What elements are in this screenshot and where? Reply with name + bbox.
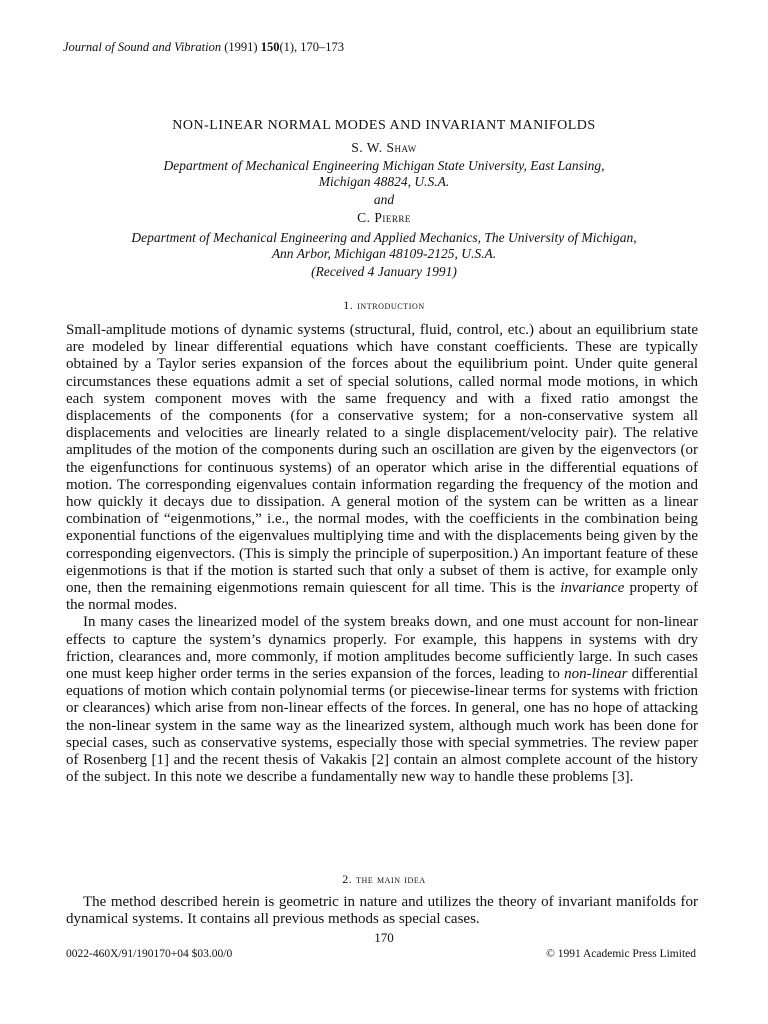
copyright-notice: © 1991 Academic Press Limited <box>546 948 696 960</box>
and-separator: and <box>373 192 395 207</box>
received-date: (Received 4 January 1991) <box>311 264 457 279</box>
paragraph-2 <box>66 614 698 786</box>
author-affiliation-1-line1: Department of Mechanical Engineering Michigan State University, East Lansing, <box>163 158 605 173</box>
paragraph-3: The method described herein is geometric in nature and utilizes the theory of invariant manifolds for dynamical systems. It contains all previous methods as special cases. <box>66 894 698 928</box>
invariance-term: invariance <box>560 580 625 597</box>
journal-volume: 150 <box>260 40 280 54</box>
non-linear-term: non-linear <box>564 666 628 683</box>
issn-code: 0022-460X/91/190170+04 $03.00/0 <box>66 948 233 960</box>
paragraph-1-tail: property of the normal modes. <box>66 580 699 614</box>
journal-name: Journal of Sound and Vibration <box>63 40 222 54</box>
paper-title: NON-LINEAR NORMAL MODES AND INVARIANT MANIFOLDS <box>172 118 596 133</box>
journal-year: (1991) <box>224 40 258 54</box>
paragraph-1 <box>66 322 698 614</box>
journal-issue-pages: (1), 170–173 <box>279 40 345 54</box>
paragraph-2-tail: differential equations of motion which contain polynomial terms (or piecewise-linear terms for systems with friction or clearances) which arise from non-linear effects of the forces. In general, one has no hope of attacking the non-linear system in the same way as the linearized system, although much work has been done for special cases, such as conservative systems, especially those with special symmetries. <box>66 666 699 751</box>
section-heading-main-idea: 2. the main idea <box>342 872 426 886</box>
author-affiliation-2-line1: Department of Mechanical Engineering and Applied Mechanics, The University of Michigan, <box>131 230 637 245</box>
author-affiliation-2-line2: Ann Arbor, Michigan 48109-2125, U.S.A. <box>271 246 497 261</box>
paragraph-2-end: The review paper of Rosenberg [1] and the recent thesis of Vakakis [2] contain an almost complete account of the history of the subject. In this note we describe a fundamentally new way to handle these problems [3]. <box>66 734 698 786</box>
author-affiliation-1-line2: Michigan 48824, U.S.A. <box>318 174 450 189</box>
page-number: 170 <box>374 930 394 945</box>
paragraph-1-text: Small-amplitude motions of dynamic systems (structural, fluid, control, etc.) about an equilibrium state are modeled by linear differential equations which have constant coefficients. These are typically obtained by a Taylor series expansion of the forces about the equilibrium point. Under quite general circumstances these equations admit a set of special solutions, called normal mode motions, in which each system component moves with the same frequency and with a fixed ratio amongst the displacements of the components (for a conservative system; for a non-conservative system all displacements and velocities are linearly related to a single displacement/velocity pair). The relative amplitudes of the motion of the components during such an oscillation are given by the eigenvectors (or the eigenfunctions for continuous systems) of an operator which arise in the differential equations of motion. The corresponding eigenvalues contain information regarding the frequency of the motion and how quickly it decays due to dissipation. A general motion of the system can be written as a linear combination of “eigenmotions,” i.e., the normal modes, with the coefficients in the combination being exponential functions of the eigenvalues multiplying time and with the displacements being given by the corresponding eigenvectors. (This is simply the principle of superposition.) An important feature of these eigenmotions is that if the motion is started such that only a subset of them is active, for example only one, then the remaining eigenmotions remain quiescent for all time. This is the <box>66 322 698 597</box>
author-name-2: C. Pierre <box>357 210 411 225</box>
section-heading-introduction: 1. introduction <box>343 298 425 312</box>
main-idea-body <box>66 894 698 928</box>
paragraph-2-text: In many cases the linearized model of the system breaks down, and one must account for non-linear effects to capture the system’s dynamics properly. For example, this happens in systems with dry friction, clearances and, more commonly, if motion amplitudes become sufficiently large. In such cases one must keep higher order terms in the series expansion of the forces, leading to <box>66 614 698 683</box>
introduction-body <box>66 322 698 786</box>
journal-citation <box>63 40 344 55</box>
author-name-1: S. W. Shaw <box>351 140 417 155</box>
